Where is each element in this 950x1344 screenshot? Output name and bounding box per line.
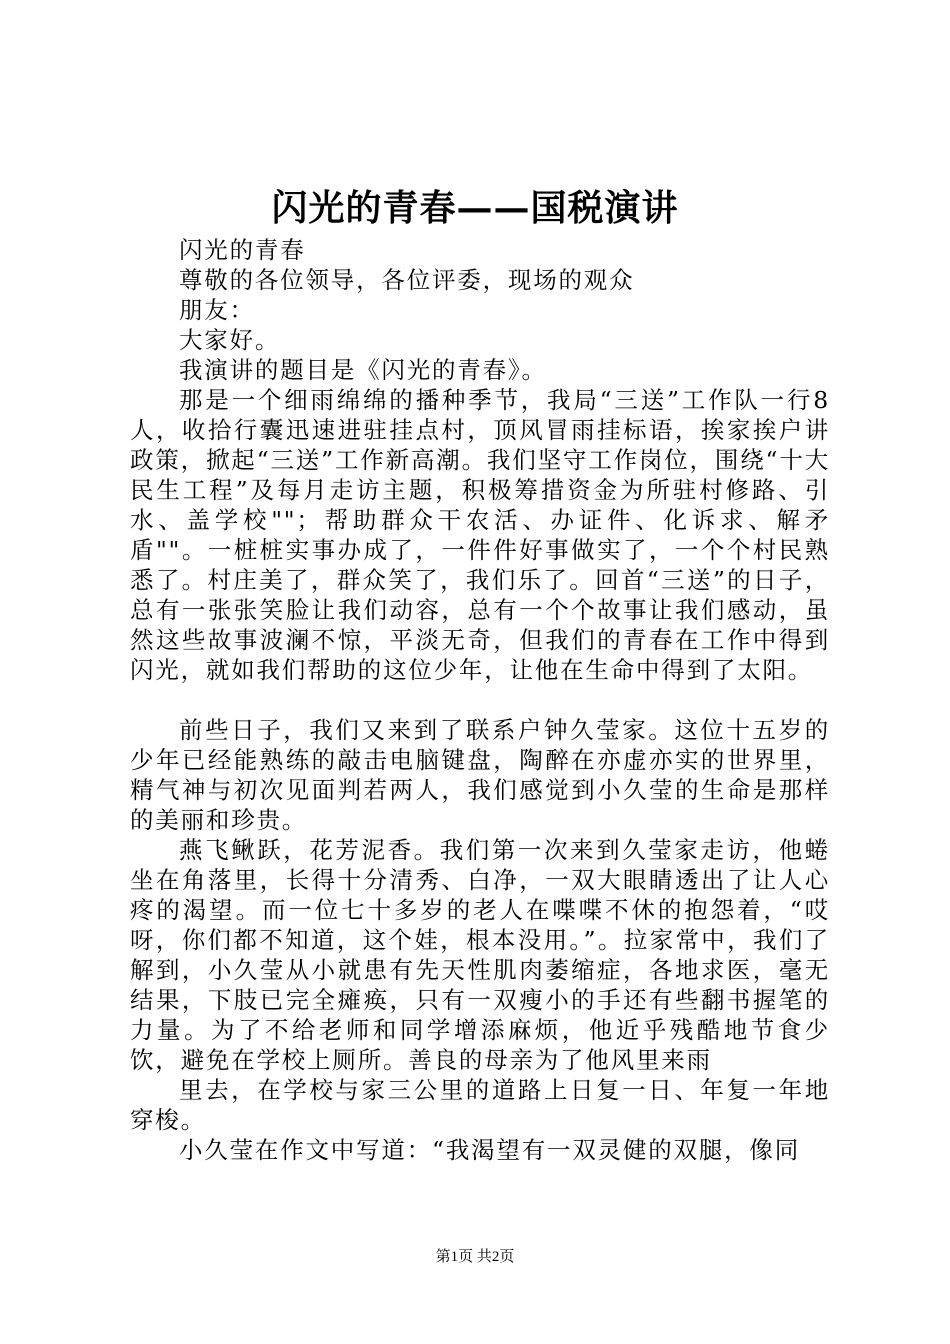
page-footer: 第1页 共2页 [435, 1249, 515, 1265]
paragraph-topic: 我演讲的题目是《闪光的青春》。 [179, 356, 547, 384]
paragraph-body: 那是一个细雨绵绵的播种季节，我局“三送”工作队一行8人，收拾行囊迅速进驻挂点村，顶风冒雨挂标语，挨家挨户讲政策，掀起“三送”工作新高潮。我们坚守工作岗位，围绕“十大民生工程”及每月走访主题，积极筹措资金为所驻村修路、引水、盖学校""；帮助群众干农活、办证件、化诉求、解矛盾""。一桩桩实事办成了，一件件好事做实了，一个个村民熟悉了。村庄美了，群众笑了，我们乐了。回首“三送”的日子，总有一张张笑脸让我们动容，总有一个个故事让我们感动，虽然这些故事波澜不惊，平淡无奇，但我们的青春在工作中得到闪光，就如我们帮助的这位少年，让他在生命中得到了太阳。 [130, 386, 830, 684]
paragraph-body: 前些日子，我们又来到了联系户钟久莹家。这位十五岁的少年已经能熟练的敲击电脑键盘，陶醉在亦虚亦实的世界里，精气神与初次见面判若两人，我们感觉到小久莹的生命是那样的美丽和珍贵。 [130, 716, 830, 834]
document-body [130, 235, 830, 1165]
paragraph-body: 小久莹在作文中写道：“我渴望有一双灵健的双腿，像同 [179, 1136, 801, 1164]
paragraph-salutation-cont: 朋友： [179, 296, 255, 324]
paragraph-body: 燕飞鳅跃，花芳泥香。我们第一次来到久莹家走访，他蜷坐在角落里，长得十分清秀、白净，一双大眼睛透出了让人心疼的渴望。而一位七十多岁的老人在喋喋不休的抱怨着，“哎呀，你们都不知道，这个娃，根本没用。”。拉家常中，我们了解到，小久莹从小就患有先天性肌肉萎缩症，各地求医，毫无结果，下肢已完全瘫痪，只有一双瘦小的手还有些翻书握笔的力量。为了不给老师和同学增添麻烦，他近乎残酷地节食少饮，避免在学校上厕所。善良的母亲为了他风里来雨 [130, 836, 830, 1074]
paragraph-subtitle: 闪光的青春 [179, 236, 306, 264]
paragraph-greeting: 大家好。 [179, 326, 281, 354]
paragraph-salutation: 尊敬的各位领导，各位评委，现场的观众 [179, 266, 635, 294]
page-title: 闪光的青春——国税演讲 [271, 187, 679, 229]
paragraph-body: 里去，在学校与家三公里的道路上日复一日、年复一年地穿梭。 [130, 1076, 830, 1134]
paragraph-gap [130, 685, 830, 715]
